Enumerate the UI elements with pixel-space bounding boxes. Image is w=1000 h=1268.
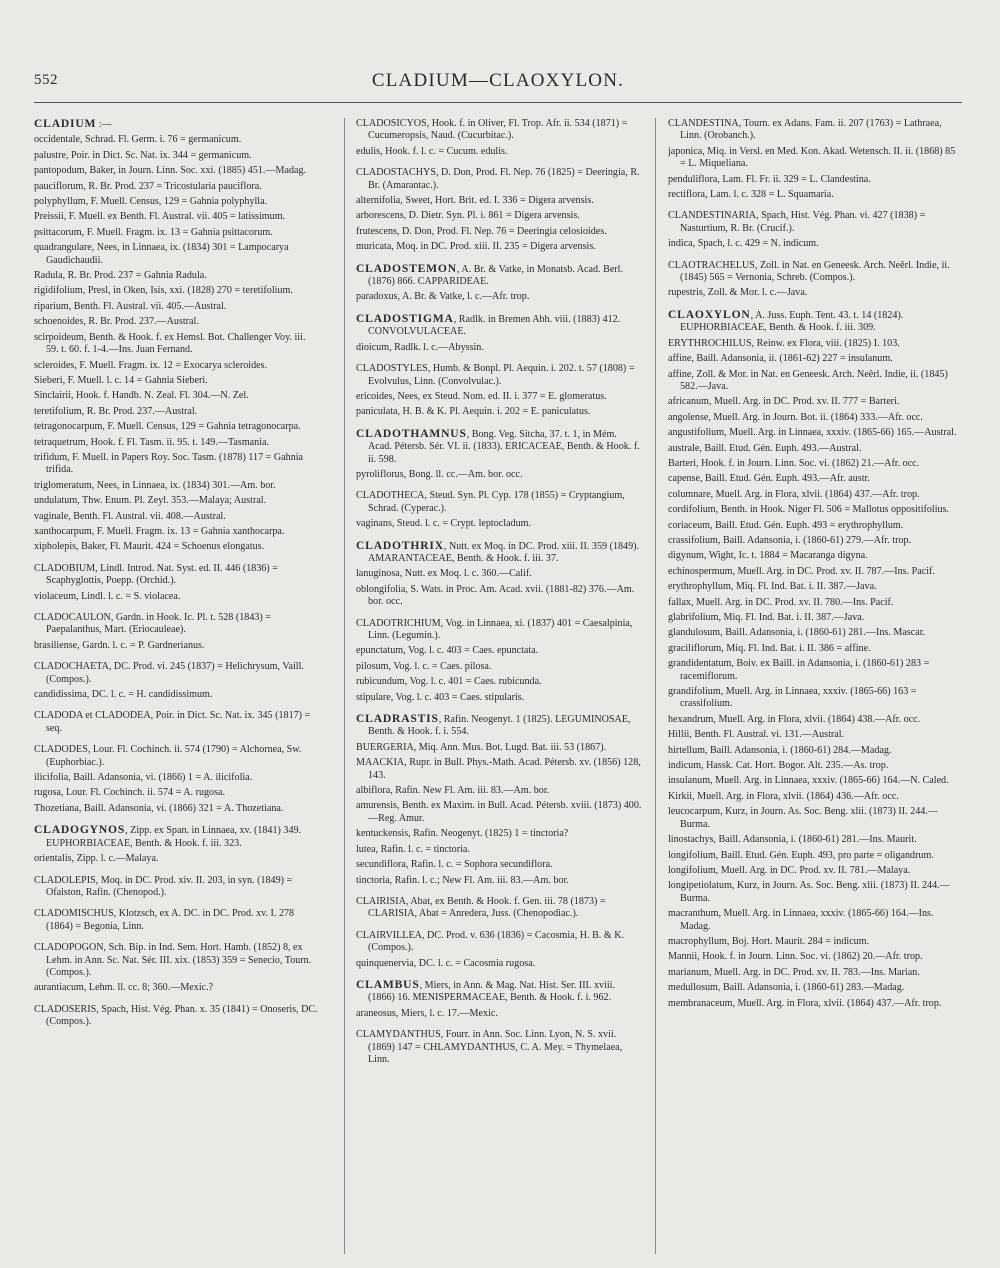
entry-text: Preissii, F. Muell. ex Benth. Fl. Austral. vii. 405 = latissimum. <box>34 211 286 223</box>
dictionary-entry <box>668 791 962 803</box>
dictionary-entry <box>668 850 962 862</box>
dictionary-entry <box>356 828 642 840</box>
dictionary-entry <box>34 375 320 387</box>
dictionary-entry <box>356 618 642 643</box>
entry-text: quadrangulare, Nees, in Linnaea, ix. (1834) 301 = Lampocarya Gaudichaudii. <box>34 242 289 266</box>
page-header <box>34 70 962 100</box>
entry-text: hexandrum, Muell. Arg. in Flora, xlvii. (1864) 438.—Afr. occ. <box>668 713 921 725</box>
entry-text: xanthocarpum, F. Muell. Fragm. ix. 13 = Gahnia xanthocarpa. <box>34 525 285 537</box>
entry-text: Barteri, Hook. f. in Journ. Linn. Soc. vi. (1862) 21.—Afr. occ. <box>668 457 920 469</box>
dictionary-entry <box>668 118 962 143</box>
dictionary-entry <box>356 713 642 739</box>
genus-name: CLAOXYLON <box>668 307 751 321</box>
entry-text: amurensis, Benth. ex Maxim. in Bull. Acad. Pétersb. xviii. (1873) 400.—Reg. Amur. <box>356 800 642 824</box>
entry-text: ericoides, Nees, ex Steud. Nom. ed. II. i. 377 = E. glomeratus. <box>356 390 607 402</box>
entry-text: scirpoideum, Benth. & Hook. f. ex Hemsl. Bot. Challenger Voy. iii. 59. t. 60. f. 1-4.—Ins. Juan Fernand. <box>34 331 306 356</box>
dictionary-entry <box>34 270 320 282</box>
entry-text: kentuckensis, Rafin. Neogenyt. (1825) 1 = tinctoria? <box>356 828 569 840</box>
entry-text: oblongifolia, S. Wats. in Proc. Am. Acad. xvii. (1881-82) 376.—Am. bor. occ. <box>356 583 635 608</box>
entry-text: paniculata, H. B. & K. Pl. Aequin. i. 202 = E. paniculatus. <box>356 406 591 418</box>
entry-text: CLADOPOGON, Sch. Bip. in Ind. Sem. Hort. Hamb. (1852) 8, ex Lehm. in Ann. Sc. Nat. Sér. III. xix. (1853) 359 = Senecio, Tourn. (Compos.). <box>34 942 312 978</box>
dictionary-entry <box>356 844 642 856</box>
dictionary-entry <box>356 226 642 238</box>
dictionary-entry <box>34 591 320 603</box>
entry-text: albiflora, Rafin. New Fl. Am. iii. 83.—Am. bor. <box>356 785 550 797</box>
dictionary-entry <box>668 806 962 831</box>
dictionary-entry <box>356 518 642 530</box>
entry-text: rubicundum, Vog. l. c. 401 = Caes. rubicunda. <box>356 676 542 688</box>
entry-text: arborescens, D. Dietr. Syn. Pl. i. 861 = Digera arvensis. <box>356 210 580 222</box>
entry-text: macranthum, Muell. Arg. in Linnaea, xxxiv. (1865-66) 164.—Ins. Madag. <box>668 908 934 932</box>
dictionary-entry <box>668 908 962 933</box>
dictionary-entry <box>356 490 642 515</box>
dictionary-entry <box>356 584 642 609</box>
entry-text: CLAMYDANTHUS, Fourr. in Ann. Soc. Linn. Lyon, N. S. xvii. (1869) 147 = CHLAMYDANTHUS, C. A. Mey. = Thymelaea, Linn. <box>356 1029 623 1065</box>
entry-text: , Miers, in Ann. & Mag. Nat. Hist. Ser. III. xviii. (1866) 16. MENISPERMACEAE, Benth. & Hook. f. i. 962. <box>368 979 615 1004</box>
dictionary-entry <box>34 242 320 267</box>
dictionary-entry <box>356 313 642 339</box>
entry-text: cordifolium, Benth. in Hook. Niger Fl. 506 = Mallotus oppositifolius. <box>668 504 950 516</box>
dictionary-entry <box>668 745 962 757</box>
entry-text: palustre, Poir. in Dict. Sc. Nat. ix. 344 = germanicum. <box>34 149 252 161</box>
entry-text: digynum, Wight, Ic. t. 1884 = Macaranga digyna. <box>668 550 868 562</box>
column-right <box>668 118 962 1258</box>
dictionary-entry <box>668 550 962 562</box>
dictionary-entry <box>356 406 642 418</box>
dictionary-entry <box>356 118 642 143</box>
dictionary-entry <box>34 332 320 357</box>
dictionary-entry <box>356 263 642 289</box>
dictionary-entry <box>34 824 320 850</box>
entry-text: CLADOSERIS, Spach, Hist. Vég. Phan. x. 35 (1841) = Onoseris, DC. (Compos.). <box>34 1003 318 1028</box>
genus-name: CLADIUM <box>34 118 97 130</box>
dictionary-entry <box>34 360 320 372</box>
entry-text: hirtellum, Baill. Adansonia, i. (1860-61) 284.—Madag. <box>668 744 892 756</box>
entry-text: CLANDESTINA, Tourn. ex Adans. Fam. ii. 207 (1763) = Lathraea, Linn. (Orobanch.). <box>668 118 942 142</box>
genus-name: CLADOTHAMNUS <box>356 426 467 440</box>
entry-text: polyphyllum, F. Muell. Census, 129 = Gahnia polyphylla. <box>34 196 268 208</box>
entry-text: undulatum, Thw. Enum. Pl. Zeyl. 353.—Malaya; Austral. <box>34 495 267 507</box>
dictionary-entry <box>668 396 962 408</box>
dictionary-entry <box>668 504 962 516</box>
entry-text: CLAOTRACHELUS, Zoll. in Nat. en Geneesk. Arch. Neêrl. Indie, ii. (1845) 565 = Vernonia, Schreb. (Compos.). <box>668 259 950 284</box>
dictionary-entry <box>34 526 320 538</box>
entry-text: araneosus, Miers, l. c. 17.—Mexic. <box>356 1007 498 1019</box>
dictionary-entry <box>668 729 962 741</box>
dictionary-entry <box>356 363 642 388</box>
entry-text: psittacorum, F. Muell. Fragm. ix. 13 = Gahnia psittacorum. <box>34 226 273 238</box>
entry-text: tinctoria, Rafin. l. c.; New Fl. Am. iii. 83.—Am. bor. <box>356 874 569 886</box>
entry-text: CLADOSTYLES, Humb. & Bonpl. Pl. Aequin. i. 202. t. 57 (1808) = Evolvulus, Linn. (Convolvulac.). <box>356 363 635 387</box>
dictionary-entry <box>34 853 320 865</box>
page-number: 552 <box>34 72 58 88</box>
dictionary-entry <box>34 196 320 208</box>
dictionary-entry <box>356 241 642 253</box>
entry-text: linostachys, Baill. Adansonia, i. (1860-61) 281.—Ins. Maurit. <box>668 834 917 846</box>
dictionary-entry <box>34 480 320 492</box>
dictionary-entry <box>668 566 962 578</box>
dictionary-entry <box>34 390 320 402</box>
dictionary-entry <box>356 859 642 871</box>
entry-text: MAACKIA, Rupr. in Bull. Phys.-Math. Acad. Pétersb. xv. (1856) 128, 143. <box>356 757 641 781</box>
entry-text: rugosa, Lour. Fl. Cochinch. ii. 574 = A. rugosa. <box>34 787 226 799</box>
entry-text: stipulare, Vog. l. c. 403 = Caes. stipularis. <box>356 691 525 703</box>
dictionary-entry <box>356 1008 642 1020</box>
entry-text: marianum, Muell. Arg. in DC. Prod. xv. II. 783.—Ins. Marian. <box>668 966 920 978</box>
entry-text: aurantiacum, Lehm. ll. cc. 8; 360.—Mexic.? <box>34 982 214 994</box>
entry-text: quinquenervia, DC. l. c. = Cacosmia rugosa. <box>356 957 536 969</box>
entry-text: capense, Baill. Etud. Gén. Euph. 493.—Afr. austr. <box>668 473 870 485</box>
dictionary-entry <box>668 473 962 485</box>
dictionary-entry <box>668 489 962 501</box>
entry-text: tetragonocarpum, F. Muell. Census, 129 = Gahnia tetragonocarpa. <box>34 421 301 433</box>
dictionary-entry <box>34 421 320 433</box>
header-rule <box>34 102 962 103</box>
dictionary-entry <box>34 689 320 701</box>
dictionary-entry <box>356 469 642 481</box>
entry-text: leucocarpum, Kurz, in Journ. As. Soc. Beng. xlii. (1873) II. 244.—Burma. <box>668 806 938 830</box>
dictionary-entry <box>34 316 320 328</box>
dictionary-entry <box>356 342 642 354</box>
entry-text: rigidifolium, Presl, in Oken, Isis, xxi. (1828) 270 = teretifolium. <box>34 285 293 297</box>
entry-text: CLAIRVILLEA, DC. Prod. v. 636 (1836) = Cacosmia, H. B. & K. (Compos.). <box>356 929 625 954</box>
dictionary-entry <box>34 612 320 637</box>
entry-text: CLADOSTACHYS, D. Don, Prod. Fl. Nep. 76 (1825) = Deeringia, R. Br. (Amarantac.). <box>356 167 640 191</box>
entry-text: grandifolium, Muell. Arg. in Linnaea, xxxiv. (1865-66) 163 = crassifolium. <box>668 686 917 710</box>
entry-text: indica, Spach, l. c. 429 = N. indicum. <box>668 238 819 250</box>
entry-text: CLADOCHAETA, DC. Prod. vi. 245 (1837) = Helichrysum, Vaill. (Compos.). <box>34 661 304 685</box>
entry-text: , A. Juss. Euph. Tent. 43. t. 14 (1824). EUPHORBIACEAE, Benth. & Hook. f. iii. 309. <box>680 309 904 334</box>
entry-text: secundiflora, Rafin. l. c. = Sophora secundiflora. <box>356 859 553 871</box>
dictionary-entry <box>34 1004 320 1029</box>
genus-name: CLADOTHRIX <box>356 538 444 552</box>
genus-name: CLADOSTEMON <box>356 261 457 275</box>
entry-text: pyroliflorus, Bong. ll. cc.—Am. bor. occ. <box>356 468 523 480</box>
dictionary-entry <box>668 535 962 547</box>
entry-text: xipholepis, Baker, Fl. Maurit. 424 = Schoenus elongatus. <box>34 541 265 553</box>
entry-text: alternifolia, Sweet, Hort. Brit. ed. I. 336 = Digera arvensis. <box>356 195 594 207</box>
entry-text: lanuginosa, Nutt. ex Moq. l. c. 360.—Calif. <box>356 568 532 580</box>
dictionary-entry <box>34 875 320 900</box>
dictionary-entry <box>356 391 642 403</box>
entry-text: epunctatum, Vog. l. c. 403 = Caes. epunctata. <box>356 645 539 657</box>
entry-text: longipetiolatum, Kurz, in Journ. As. Soc. Beng. xlii. (1873) II. 244.—Burma. <box>668 880 950 904</box>
dictionary-entry <box>356 210 642 222</box>
entry-text: australe, Baill. Etud. Gén. Euph. 493.—Austral. <box>668 442 862 454</box>
dictionary-entry <box>668 597 962 609</box>
dictionary-entry <box>668 951 962 963</box>
dictionary-entry <box>34 772 320 784</box>
dictionary-entry <box>34 541 320 553</box>
entry-text: ERYTHROCHILUS, Reinw. ex Flora, viii. (1825) I. 103. <box>668 337 900 349</box>
entry-text: violaceum, Lindl. l. c. = S. violacea. <box>34 590 181 602</box>
entry-text: frutescens, D. Don, Prod. Fl. Nep. 76 = Deeringia celosioides. <box>356 225 607 237</box>
entry-text: affine, Baill. Adansonia, ii. (1861-62) 227 = insulanum. <box>668 353 893 365</box>
entry-text: grandidentatum, Boiv. ex Baill. in Adansonia, i. (1860-61) 283 = racemiflorum. <box>668 658 930 682</box>
dictionary-entry <box>668 458 962 470</box>
dictionary-entry <box>668 834 962 846</box>
dictionary-entry <box>34 661 320 686</box>
entry-text: CLADOTRICHIUM, Vog. in Linnaea, xi. (1837) 401 = Caesalpinia, Linn. (Legumin.). <box>356 617 633 641</box>
dictionary-entry <box>34 452 320 477</box>
entry-text: columnare, Muell. Arg. in Flora, xlvii. (1864) 437.—Afr. trop. <box>668 488 920 500</box>
entry-text: tetraquetrum, Hook. f. Fl. Tasm. ii. 95. t. 149.—Tasmania. <box>34 436 270 448</box>
dictionary-entry <box>34 118 320 131</box>
dictionary-entry <box>34 640 320 652</box>
dictionary-entry <box>356 428 642 466</box>
dictionary-entry <box>34 150 320 162</box>
entry-text: Mannii, Hook. f. in Journ. Linn. Soc. vi. (1862) 20.—Afr. trop. <box>668 951 923 963</box>
column-middle <box>356 118 642 1258</box>
dictionary-entry <box>668 865 962 877</box>
entry-text: muricata, Moq. in DC. Prod. xiii. II. 235 = Digera arvensis. <box>356 241 596 253</box>
genus-name: CLADRASTIS <box>356 712 439 726</box>
entry-text: insulanum, Muell. Arg. in Linnaea, xxxiv. (1865-66) 164.—N. Caled. <box>668 775 949 787</box>
dictionary-entry <box>668 998 962 1010</box>
dictionary-entry <box>356 875 642 887</box>
entry-text: vaginale, Benth. Fl. Austral. vii. 408.—Austral. <box>34 510 226 522</box>
entry-text: vaginans, Steud. l. c. = Crypt. leptocladum. <box>356 518 532 530</box>
dictionary-entry <box>34 134 320 146</box>
entry-text: longifolium, Muell. Arg. in DC. Prod. xv. II. 781.—Malaya. <box>668 864 911 876</box>
entry-text: macrophyllum, Boj. Hort. Maurit. 284 = indicum. <box>668 935 870 947</box>
dictionary-entry <box>34 301 320 313</box>
entry-text: , Nutt. ex Moq. in DC. Prod. xiii. II. 359 (1849). AMARANTACEAE, Benth. & Hook. f. iii. 37. <box>368 540 640 564</box>
dictionary-entry <box>34 710 320 735</box>
entry-text: glabrifolium, Miq. Fl. Ind. Bat. i. II. 387.—Java. <box>668 612 865 623</box>
dictionary-entry <box>668 353 962 365</box>
dictionary-entry <box>356 958 642 970</box>
running-head: CLADIUM—CLAOXYLON. <box>371 70 625 91</box>
entry-text: dioicum, Radlk. l. c.—Abyssin. <box>356 341 484 353</box>
dictionary-entry <box>34 437 320 449</box>
column-left <box>34 118 320 1258</box>
dictionary-entry <box>668 714 962 726</box>
dictionary-entry <box>356 540 642 566</box>
entry-text: CLADOBIUM, Lindl. Introd. Nat. Syst. ed. II. 446 (1836) = Scaphyglottis, Poepp. (Orchid.). <box>34 562 278 587</box>
dictionary-entry <box>356 645 642 657</box>
entry-text: CLADOCAULON, Gardn. in Hook. Ic. Pl. t. 528 (1843) = Paepalanthus, Mart. (Eriocauleae). <box>34 612 271 636</box>
entry-text: riparium, Benth. Fl. Austral. vii. 405.—Austral. <box>34 300 227 312</box>
entry-text: angustifolium, Muell. Arg. in Linnaea, xxxiv. (1865-66) 165.—Austral. <box>668 427 957 439</box>
entry-text: glandulosum, Baill. Adansonia, i. (1860-61) 281.—Ins. Mascar. <box>668 627 926 639</box>
dictionary-entry <box>668 369 962 394</box>
dictionary-entry <box>356 146 642 158</box>
dictionary-entry <box>34 227 320 239</box>
dictionary-entry <box>668 412 962 424</box>
dictionary-entry <box>34 982 320 994</box>
genus-name: CLAMBUS <box>356 977 420 991</box>
entry-text: indicum, Hassk. Cat. Hort. Bogor. Alt. 235.—As. trop. <box>668 760 889 772</box>
dictionary-entry <box>668 146 962 171</box>
dictionary-entry <box>668 210 962 235</box>
entry-text: CLADOMISCHUS, Klotzsch, ex A. DC. in DC. Prod. xv. I. 278 (1864) = Begonia, Linn. <box>34 908 295 932</box>
entry-text: edulis, Hook. f. l. c. = Cucum. edulis. <box>356 145 508 157</box>
entry-text: :— <box>96 119 112 130</box>
entry-text: longifolium, Baill. Etud. Gén. Euph. 493, pro parte = oligandrum. <box>668 849 934 861</box>
entry-text: pantopodum, Baker, in Journ. Linn. Soc. xxi. (1885) 451.—Madag. <box>34 165 307 177</box>
dictionary-entry <box>34 165 320 177</box>
genus-name: CLADOSTIGMA <box>356 311 454 325</box>
dictionary-entry <box>356 676 642 688</box>
dictionary-entry <box>34 744 320 769</box>
entry-text: CLAIRISIA, Abat, ex Benth. & Hook. f. Gen. iii. 78 (1873) = CLARISIA, Abat = Anredera, Juss. (Chenopodiac.). <box>356 895 606 920</box>
dictionary-entry <box>668 775 962 787</box>
entry-text: membranaceum, Muell. Arg. in Flora, xlvii. (1864) 437.—Afr. trop. <box>668 997 942 1009</box>
dictionary-entry <box>34 181 320 193</box>
entry-text: medullosum, Baill. Adansonia, i. (1860-61) 283.—Madag. <box>668 982 905 994</box>
dictionary-entry <box>668 287 962 299</box>
entry-text: , A. Br. & Vatke, in Monatsb. Acad. Berl. (1876) 866. CAPPARIDEAE. <box>368 263 623 288</box>
dictionary-entry <box>356 742 642 754</box>
entry-text: Sinclairii, Hook. f. Handb. N. Zeal. Fl. 304.—N. Zel. <box>34 390 249 402</box>
entry-text: pilosum, Vog. l. c. = Caes. pilosa. <box>356 660 492 672</box>
entry-text: BUERGERIA, Miq. Ann. Mus. Bot. Lugd. Bat. iii. 53 (1867). <box>356 741 607 753</box>
entry-text: , Bong. Veg. Sitcha, 37. t. 1, in Mém. Acad. Pétersb. Sér. VI. ii. (1833). ERICACEAE, Benth. & Hook. f. ii. 598. <box>368 428 640 465</box>
entry-text: , Zipp. ex Span. in Linnaea, xv. (1841) 349. EUPHORBIACEAE, Benth. & Hook. f. iii. 323. <box>46 825 302 849</box>
entry-text: , Rafin. Neogenyt. 1 (1825). LEGUMINOSAE, Benth. & Hook. f. i. 554. <box>368 714 631 738</box>
entry-text: graciliflorum, Miq. Fl. Ind. Bat. i. II. 386 = affine. <box>668 642 871 654</box>
entry-text: CLADOTHECA, Steud. Syn. Pl. Cyp. 178 (1855) = Cryptangium, Schrad. (Cyperac.). <box>356 490 625 514</box>
dictionary-entry <box>356 167 642 192</box>
entry-text: CLADOLEPIS, Moq. in DC. Prod. xiv. II. 203, in syn. (1849) = Ofaiston, Rafin. (Chenopod.). <box>34 874 293 898</box>
genus-name: CLADOGYNOS <box>34 823 126 837</box>
entry-text: Thozetiana, Baill. Adansonia, vi. (1866) 321 = A. Thozetiana. <box>34 802 284 814</box>
dictionary-entry <box>356 979 642 1005</box>
dictionary-entry <box>34 803 320 815</box>
dictionary-entry <box>34 908 320 933</box>
entry-text: occidentale, Schrad. Fl. Germ. i. 76 = germanicum. <box>34 134 242 146</box>
entry-text: paradoxus, A. Br. & Vatke, l. c.—Afr. trop. <box>356 291 530 303</box>
entry-text: CLADODA et CLADODEA, Poir. in Dict. Sc. Nat. ix. 345 (1817) = seq. <box>34 710 311 734</box>
dictionary-entry <box>668 760 962 772</box>
dictionary-entry <box>668 238 962 250</box>
entry-text: CLADODES, Lour. Fl. Cochinch. ii. 574 (1790) = Alchornea, Sw. (Euphorbiac.). <box>34 744 302 768</box>
dictionary-entry <box>668 427 962 439</box>
entry-text: schoenoides, R. Br. Prod. 237.—Austral. <box>34 316 199 328</box>
dictionary-entry <box>668 338 962 350</box>
dictionary-entry <box>668 967 962 979</box>
dictionary-entry <box>356 291 642 303</box>
dictionary-entry <box>356 1029 642 1066</box>
entry-text: Hillii, Benth. Fl. Austral. vi. 131.—Austral. <box>668 729 845 741</box>
entry-text: candidissima, DC. l. c. = H. candidissimum. <box>34 689 213 701</box>
entry-text: angolense, Muell. Arg. in Journ. Bot. ii. (1864) 333.—Afr. occ. <box>668 411 923 423</box>
entry-text: Kirkii, Muell. Arg. in Flora, xlvii. (1864) 436.—Afr. occ. <box>668 790 899 802</box>
entry-text: fallax, Muell. Arg. in DC. Prod. xv. II. 780.—Ins. Pacif. <box>668 596 894 608</box>
entry-text: erythrophyllum, Miq. Fl. Ind. Bat. i. II. 387.—Java. <box>668 581 877 593</box>
entry-text: Radula, R. Br. Prod. 237 = Gahnia Radula. <box>34 270 207 282</box>
entry-text: Sieberi, F. Muell. l. c. 14 = Gahnia Sieberi. <box>34 374 208 386</box>
dictionary-entry <box>356 800 642 825</box>
entry-text: triglomeratum, Nees, in Linnaea, ix. (1834) 301.—Am. bor. <box>34 479 276 491</box>
entry-text: affine, Zoll. & Mor. in Nat. en Geneesk. Arch. Neêrl. Indie, ii. (1845) 582.—Java. <box>668 368 948 392</box>
entry-text: orientalis, Zipp. l. c.—Malaya. <box>34 853 159 865</box>
dictionary-entry <box>668 612 962 624</box>
dictionary-entry <box>668 189 962 201</box>
dictionary-entry <box>356 568 642 580</box>
entry-text: teretifolium, R. Br. Prod. 237.—Austral. <box>34 405 198 417</box>
dictionary-entry <box>668 643 962 655</box>
entry-text: ilicifolia, Baill. Adansonia, vi. (1866) 1 = A. ilicifolia. <box>34 772 253 784</box>
entry-text: crassifolium, Baill. Adansonia, i. (1860-61) 279.—Afr. trop. <box>668 534 912 546</box>
entry-text: rectiflora, Lam. l. c. 328 = L. Squamaria. <box>668 189 834 201</box>
dictionary-entry <box>668 936 962 948</box>
dictionary-entry <box>356 692 642 704</box>
dictionary-entry <box>668 880 962 905</box>
dictionary-entry <box>34 285 320 297</box>
column-divider <box>655 118 656 1254</box>
dictionary-entry <box>668 174 962 186</box>
entry-text: africanum, Muell. Arg. in DC. Prod. xv. II. 777 = Barteri. <box>668 396 900 408</box>
entry-text: scleroides, F. Muell. Fragm. ix. 12 = Exocarya scleroides. <box>34 359 268 371</box>
dictionary-entry <box>668 982 962 994</box>
entry-text: penduliflora, Lam. Fl. Fr. ii. 329 = L. Clandestina. <box>668 173 871 185</box>
entry-text: lutea, Rafin. l. c. = tinctoria. <box>356 843 470 855</box>
dictionary-entry <box>356 785 642 797</box>
dictionary-entry <box>356 757 642 782</box>
dictionary-entry <box>34 211 320 223</box>
dictionary-entry <box>356 195 642 207</box>
entry-text: japonica, Miq. in Versl. en Med. Kon. Akad. Wetensch. II. ii. (1868) 85 = L. Miqueliana. <box>668 145 956 170</box>
dictionary-entry <box>356 930 642 955</box>
dictionary-entry <box>668 520 962 532</box>
dictionary-entry <box>668 309 962 335</box>
entry-text: echinospermum, Muell. Arg. in DC. Prod. xv. II. 787.—Ins. Pacif. <box>668 565 935 577</box>
dictionary-entry <box>34 942 320 979</box>
dictionary-entry <box>668 627 962 639</box>
dictionary-entry <box>668 260 962 285</box>
dictionary-entry <box>668 581 962 593</box>
entry-text: pauciflorum, R. Br. Prod. 237 = Tricostularia pauciflora. <box>34 180 262 192</box>
dictionary-entry <box>34 787 320 799</box>
entry-text: CLANDESTINARIA, Spach, Hist. Vég. Phan. vi. 427 (1838) = Nasturtium, R. Br. (Crucif.). <box>668 210 926 234</box>
entry-text: trifidum, F. Muell. in Papers Roy. Soc. Tasm. (1878) 117 = Gahnia trifida. <box>34 451 304 476</box>
dictionary-entry <box>34 511 320 523</box>
dictionary-entry <box>356 896 642 921</box>
entry-text: brasiliense, Gardn. l. c. = P. Gardnerianus. <box>34 639 205 651</box>
dictionary-entry <box>34 495 320 507</box>
dictionary-entry <box>668 443 962 455</box>
dictionary-entry <box>34 406 320 418</box>
column-divider <box>344 118 345 1254</box>
entry-text: CLADOSICYOS, Hook. f. in Oliver, Fl. Trop. Afr. ii. 534 (1871) = Cucumeropsis, Naud. (Cucurbitac.). <box>356 118 628 142</box>
entry-text: rupestris, Zoll. & Mor. l. c.—Java. <box>668 287 808 299</box>
dictionary-entry <box>668 658 962 683</box>
dictionary-entry <box>34 563 320 588</box>
entry-text: , Radlk. in Bremen Abh. viii. (1883) 412. CONVOLVULACEAE. <box>368 313 621 338</box>
dictionary-entry <box>356 661 642 673</box>
entry-text: coriaceum, Baill. Etud. Gén. Euph. 493 = erythrophyllum. <box>668 519 904 531</box>
dictionary-entry <box>668 686 962 711</box>
